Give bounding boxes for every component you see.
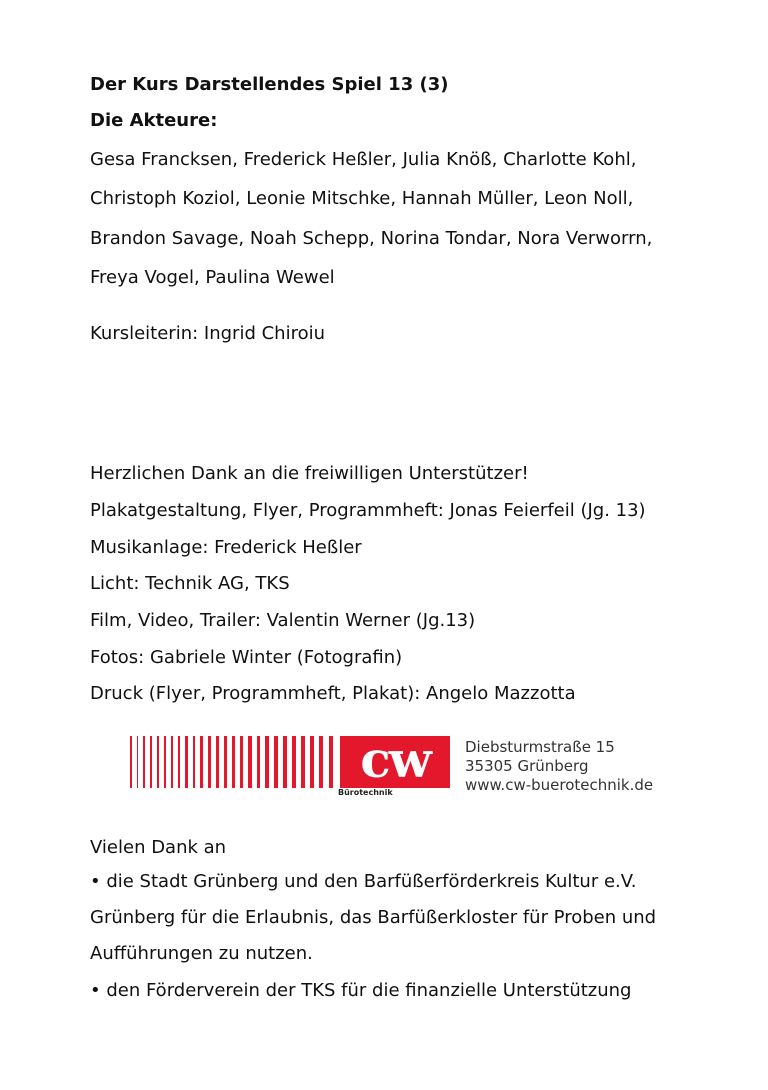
logo-stripe (257, 736, 261, 788)
logo-stripe (224, 736, 227, 788)
address-city: 35305 Grünberg (465, 757, 589, 775)
thanks-item: Film, Video, Trailer: Valentin Werner (Jg.13) (90, 610, 476, 631)
actors-line: Freya Vogel, Paulina Wewel (90, 267, 335, 288)
actors-line: Gesa Francksen, Frederick Heßler, Julia Knöß, Charlotte Kohl, (90, 149, 637, 170)
logo-stripe (283, 736, 287, 788)
actors-heading: Die Akteure: (90, 110, 218, 131)
acknowledgements-line: Aufführungen zu nutzen. (90, 943, 313, 964)
logo-stripe (310, 736, 314, 788)
logo-cw-text: cw (360, 730, 430, 789)
logo-stripe (178, 736, 180, 788)
logo-stripe (164, 736, 166, 788)
logo-stripe (329, 736, 334, 788)
logo-stripe (130, 736, 132, 788)
logo-stripe (301, 736, 305, 788)
logo-stripe (185, 736, 187, 788)
logo-stripe (274, 736, 278, 788)
logo-stripe (171, 736, 173, 788)
course-leader: Kursleiterin: Ingrid Chiroiu (90, 323, 325, 344)
acknowledgements-line: • den Förderverein der TKS für die finanzielle Unterstützung (90, 980, 632, 1001)
logo-stripe (150, 736, 152, 788)
logo-stripe (248, 736, 251, 788)
logo-stripe (240, 736, 243, 788)
thanks-intro: Herzlichen Dank an die freiwilligen Unterstützer! (90, 463, 529, 484)
logo-stripes (130, 736, 340, 788)
logo-stripe (232, 736, 235, 788)
thanks-item: Fotos: Gabriele Winter (Fotografin) (90, 647, 403, 668)
logo-stripe (137, 736, 139, 788)
acknowledgements-line: • die Stadt Grünberg und den Barfüßerförderkreis Kultur e.V. (90, 871, 637, 892)
logo-cw-box (340, 730, 450, 789)
thanks-item: Musikanlage: Frederick Heßler (90, 537, 362, 558)
course-title: Der Kurs Darstellendes Spiel 13 (3) (90, 74, 449, 95)
logo-stripe (319, 736, 323, 788)
logo-stripe (265, 736, 269, 788)
logo-stripe (157, 736, 159, 788)
thanks-item: Licht: Technik AG, TKS (90, 573, 290, 594)
actors-line: Christoph Koziol, Leonie Mitschke, Hannah Müller, Leon Noll, (90, 188, 634, 209)
logo-stripe (216, 736, 219, 788)
thanks-item: Plakatgestaltung, Flyer, Programmheft: Jonas Feierfeil (Jg. 13) (90, 500, 646, 521)
address-street: Diebsturmstraße 15 (465, 738, 615, 756)
sponsor-logo (130, 730, 690, 800)
acknowledgements-intro: Vielen Dank an (90, 837, 227, 858)
logo-subtitle: Bürotechnik (338, 788, 393, 797)
logo-stripe (208, 736, 211, 788)
address-website: www.cw-buerotechnik.de (465, 776, 654, 794)
logo-stripe (143, 736, 145, 788)
acknowledgements-line: Grünberg für die Erlaubnis, das Barfüßerkloster für Proben und (90, 907, 657, 928)
logo-stripe (193, 736, 196, 788)
actors-line: Brandon Savage, Noah Schepp, Norina Tondar, Nora Verworrn, (90, 228, 653, 249)
sponsor-address (465, 738, 653, 795)
logo-stripe (200, 736, 203, 788)
logo-stripe (292, 736, 296, 788)
thanks-item: Druck (Flyer, Programmheft, Plakat): Angelo Mazzotta (90, 683, 576, 704)
